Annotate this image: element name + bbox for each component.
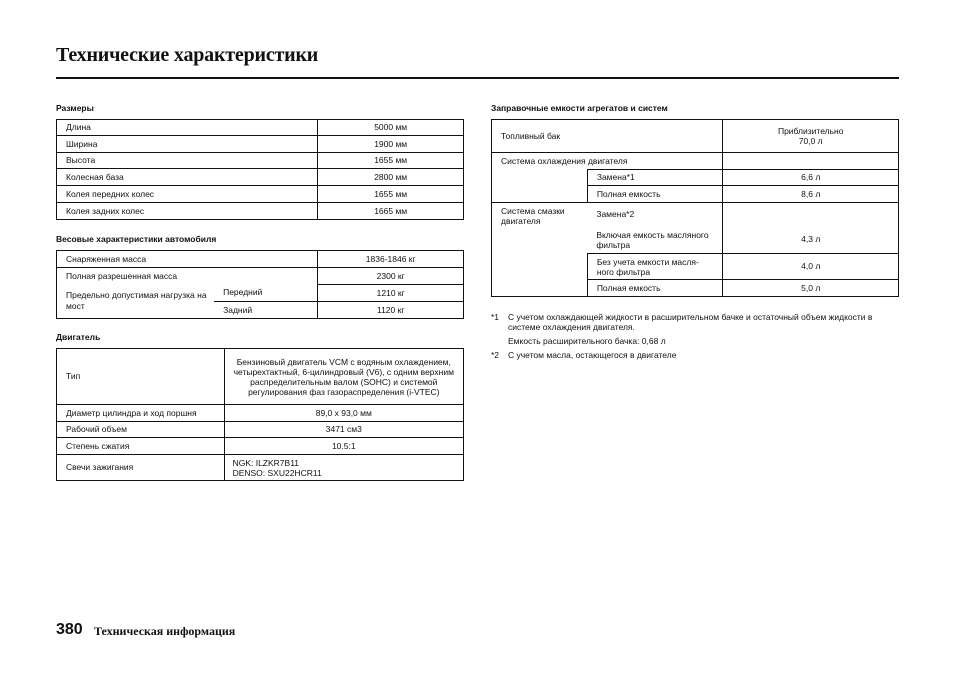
table-row xyxy=(57,268,464,285)
weights-heading: Весовые характеристики автомобиля xyxy=(56,234,217,244)
table-row xyxy=(492,280,899,297)
dimension-value: 1665 мм xyxy=(318,203,464,220)
displacement-value: 3471 см3 xyxy=(224,422,463,438)
oil-without-filter-value: 4,0 л xyxy=(723,254,899,280)
fuel-tank-approx: Приблизительно xyxy=(777,126,844,136)
dimension-value: 1655 мм xyxy=(318,186,464,203)
dimension-label: Длина xyxy=(57,120,318,136)
spacer-cell xyxy=(492,170,588,186)
oil-with-filter-value: 4,3 л xyxy=(723,227,899,254)
footnote-1 xyxy=(491,312,891,334)
cooling-system-label: Система охлаждения двигателя xyxy=(492,153,723,170)
fuel-tank-volume: 70,0 л xyxy=(798,136,823,146)
table-row xyxy=(57,285,464,302)
gross-weight-label: Полная разрешенная масса xyxy=(57,268,318,285)
empty-cell xyxy=(723,153,899,170)
cooling-total-value: 8,6 л xyxy=(723,186,899,203)
dimension-label: Колесная база xyxy=(57,169,318,186)
spark-plug-ngk: NGK: ILZKR7B11 xyxy=(232,457,300,468)
gross-weight-value: 2300 кг xyxy=(318,268,464,285)
compression-value: 10.5:1 xyxy=(224,438,463,455)
oil-total-label: Полная емкость xyxy=(587,280,723,297)
fuel-tank-label: Топливный бак xyxy=(492,120,723,153)
page-number: 380 xyxy=(56,621,83,638)
footnote-2-mark: *2 xyxy=(491,350,500,360)
engine-type-value: Бензиновый двигатель VCM с водяным охлаждением, четырехтактный, 6-цилиндровый (V6), с одним верхним распределительным валом (SOHC) и системой регулирования фаз газораспределения (i-VTEC) xyxy=(224,349,463,405)
footnote-1-mark: *1 xyxy=(491,312,500,322)
table-row xyxy=(492,203,899,227)
front-axle-value: 1210 кг xyxy=(318,285,464,302)
table-row xyxy=(492,153,899,170)
curb-weight-value: 1836-1846 кг xyxy=(318,251,464,268)
table-row xyxy=(57,405,464,422)
table-row xyxy=(57,153,464,169)
weights-table xyxy=(56,250,464,319)
dimension-value: 5000 мм xyxy=(318,120,464,136)
dimension-value: 2800 мм xyxy=(318,169,464,186)
spark-plugs-value xyxy=(224,455,463,481)
table-row xyxy=(57,438,464,455)
empty-cell xyxy=(723,203,899,227)
table-row xyxy=(492,254,899,280)
footnote-1-extra: Емкость расширительного бачка: 0,68 л xyxy=(508,336,666,346)
bore-stroke-label: Диаметр цилиндра и ход поршня xyxy=(57,405,225,422)
footnote-2-text: С учетом масла, остающегося в двигателе xyxy=(508,350,677,360)
table-row xyxy=(57,422,464,438)
spark-plug-denso: DENSO: SXU22HCR11 xyxy=(232,467,322,478)
spacer-cell xyxy=(492,280,588,297)
oil-system-label: Система смазки двигателя xyxy=(492,203,588,254)
table-row xyxy=(57,120,464,136)
oil-change-label: Замена*2 xyxy=(587,203,723,227)
oil-without-filter-label: Без учета емкости масля-ного фильтра xyxy=(587,254,723,280)
cooling-change-value: 6,6 л xyxy=(723,170,899,186)
engine-type-label: Тип xyxy=(57,349,225,405)
title-divider xyxy=(56,77,899,79)
fuel-tank-value xyxy=(723,120,899,153)
cooling-total-label: Полная емкость xyxy=(587,186,723,203)
oil-with-filter-label: Включая емкость масляного фильтра xyxy=(587,227,723,254)
table-row xyxy=(492,120,899,153)
footnote-2 xyxy=(491,350,891,362)
dimension-label: Колея передних колес xyxy=(57,186,318,203)
rear-axle-value: 1120 кг xyxy=(318,302,464,319)
engine-table xyxy=(56,348,464,481)
dimensions-heading: Размеры xyxy=(56,103,94,113)
dimension-label: Колея задних колес xyxy=(57,203,318,220)
rear-axle-label: Задний xyxy=(214,302,318,319)
dimension-value: 1655 мм xyxy=(318,153,464,169)
curb-weight-label: Снаряженная масса xyxy=(57,251,318,268)
oil-total-value: 5,0 л xyxy=(723,280,899,297)
compression-label: Степень сжатия xyxy=(57,438,225,455)
table-row xyxy=(492,186,899,203)
spark-plugs-label: Свечи зажигания xyxy=(57,455,225,481)
footnote-1-text: С учетом охлаждающей жидкости в расширительном бачке и остаточный объем жидкости в системе охлаждения двигателя. xyxy=(508,312,873,332)
table-row xyxy=(57,186,464,203)
table-row xyxy=(57,203,464,220)
displacement-label: Рабочий объем xyxy=(57,422,225,438)
axle-load-label: Предельно допустимая нагрузка на мост xyxy=(57,285,215,319)
spacer-cell xyxy=(492,186,588,203)
cooling-change-label: Замена*1 xyxy=(587,170,723,186)
page-title: Технические характеристики xyxy=(56,44,319,66)
dimension-value: 1900 мм xyxy=(318,136,464,153)
table-row xyxy=(57,251,464,268)
capacities-table xyxy=(491,119,899,297)
dimension-label: Высота xyxy=(57,153,318,169)
spacer-cell xyxy=(492,254,588,280)
table-row xyxy=(57,455,464,481)
bore-stroke-value: 89,0 x 93,0 мм xyxy=(224,405,463,422)
dimensions-table xyxy=(56,119,464,220)
front-axle-label: Передний xyxy=(214,285,318,302)
table-row xyxy=(57,136,464,153)
table-row xyxy=(492,170,899,186)
table-row xyxy=(57,169,464,186)
footer-section-title: Техническая информация xyxy=(94,624,236,638)
dimension-label: Ширина xyxy=(57,136,318,153)
table-row xyxy=(57,349,464,405)
capacities-heading: Заправочные емкости агрегатов и систем xyxy=(491,103,668,113)
engine-heading: Двигатель xyxy=(56,332,101,342)
